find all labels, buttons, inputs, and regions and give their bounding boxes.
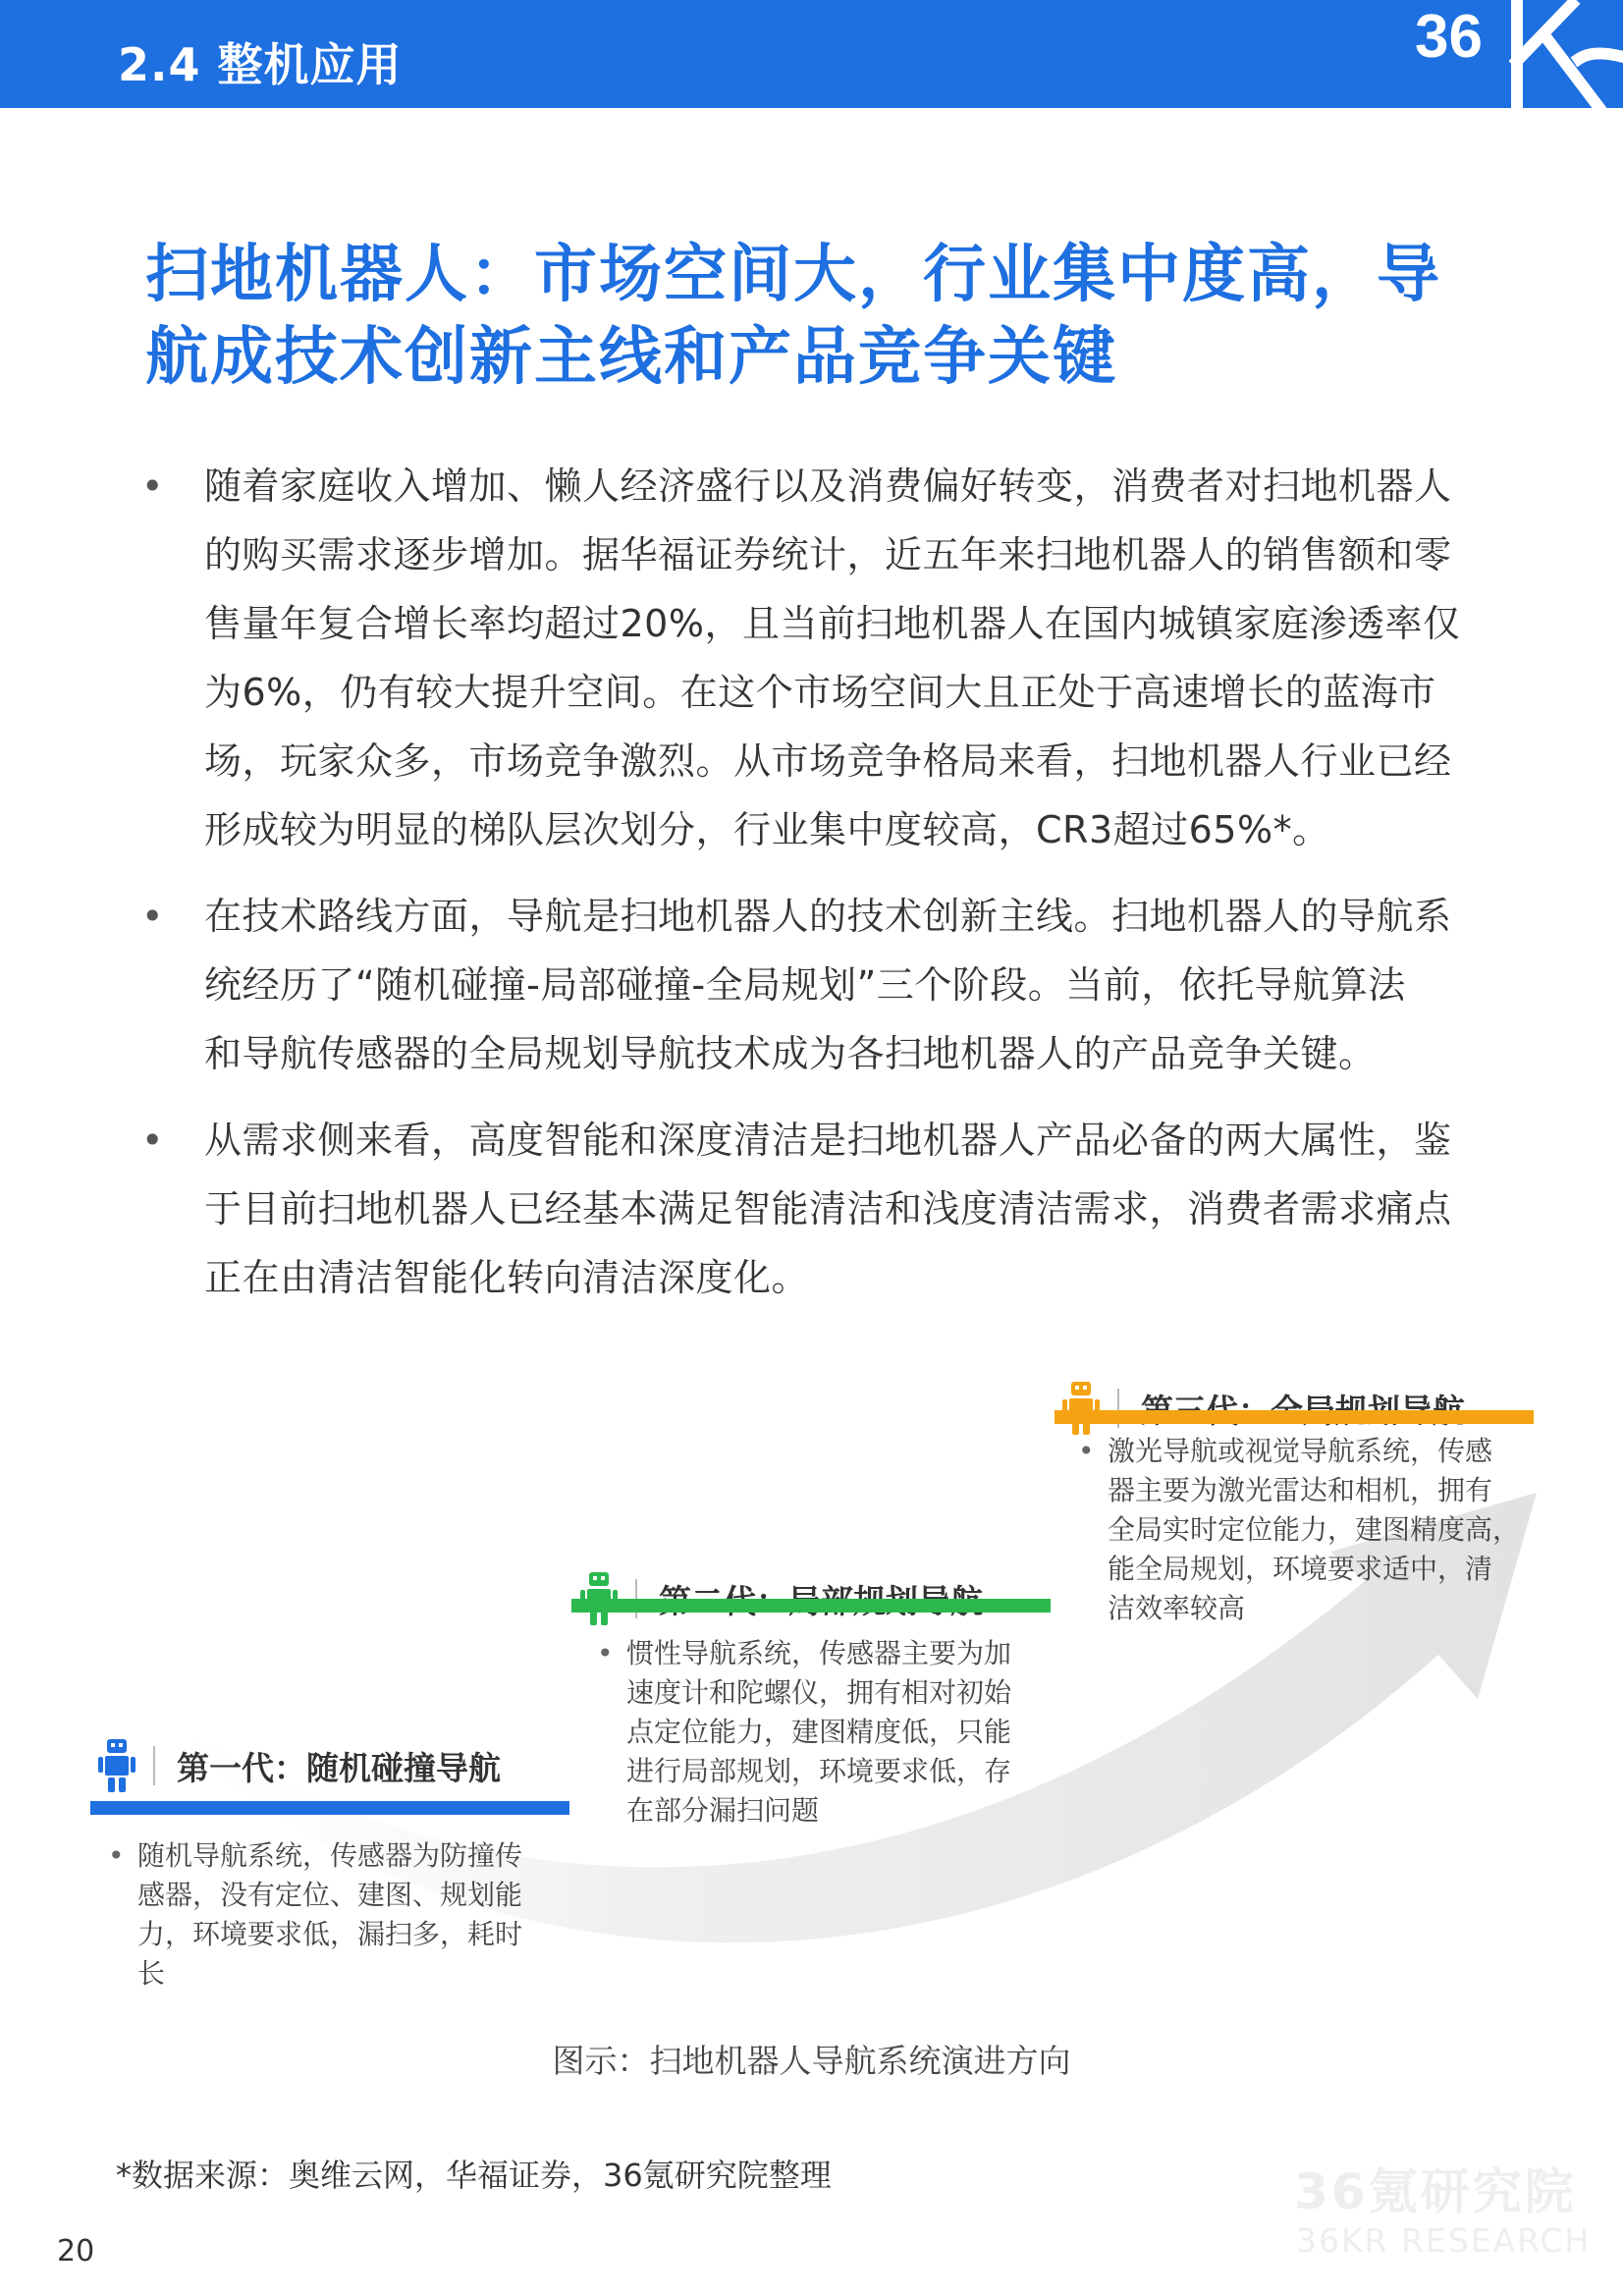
bullet-line: 形成较为明显的梯队层次划分，行业集中度较高，CR3超过65%*。	[204, 808, 1330, 851]
bullet-line: 场，玩家众多，市场竞争激烈。从市场竞争格局来看，扫地机器人行业已经	[204, 739, 1452, 783]
data-source: *数据来源：奥维云网，华福证券，36氪研究院整理	[116, 2157, 832, 2194]
desc-line: 能全局规划，环境要求适中，清	[1108, 1553, 1493, 1585]
gen1-description	[98, 1836, 550, 1994]
watermark-cn: 36氪研究院	[1294, 2163, 1577, 2220]
desc-line: 洁效率较高	[1108, 1592, 1246, 1624]
bullet-line: 和导航传感器的全局规划导航技术成为各扫地机器人的产品竞争关键。	[204, 1032, 1377, 1075]
section-label: 2.4 整机应用	[118, 38, 403, 91]
bullet-line: 在技术路线方面，导航是扫地机器人的技术创新主线。扫地机器人的导航系	[204, 895, 1452, 938]
bullet-line: 随着家庭收入增加、懒人经济盛行以及消费偏好转变，消费者对扫地机器人	[204, 465, 1452, 508]
36kr-logo	[1407, 0, 1623, 108]
desc-line: 进行局部规划，环境要求低，存	[626, 1755, 1012, 1787]
desc-line: 在部分漏扫问题	[626, 1794, 820, 1827]
bullet-line: 的购买需求逐步增加。据华福证券统计，近五年来扫地机器人的销售额和零	[204, 533, 1452, 576]
gen1-title: 第一代：随机碰撞导航	[177, 1748, 501, 1787]
bullet-line: 于目前扫地机器人已经基本满足智能清洁和浅度清洁需求，消费者需求痛点	[204, 1187, 1452, 1230]
page-title-line: 航成技术创新主线和产品竞争关键	[145, 321, 1117, 394]
page-title	[145, 234, 1500, 399]
desc-line: 速度计和陀螺仪，拥有相对初始	[626, 1676, 1012, 1709]
bullet-dot: •	[1078, 1435, 1095, 1467]
bullet-item	[137, 882, 1492, 1088]
header-band	[0, 0, 1623, 108]
bullet-line: 统经历了“随机碰撞-局部碰撞-全局规划”三个阶段。当前，依托导航算法	[204, 963, 1406, 1007]
desc-line: 长	[137, 1957, 166, 1990]
separator	[153, 1746, 155, 1785]
gen3-bar	[1055, 1410, 1534, 1424]
bullet-item	[137, 452, 1492, 864]
bullet-dot: •	[141, 1119, 164, 1162]
page-number: 20	[57, 2234, 95, 2269]
svg-text:36: 36	[1415, 3, 1483, 71]
bullet-line: 为6%，仍有较大提升空间。在这个市场空间大且正处于高速增长的蓝海市	[204, 671, 1436, 714]
robot-icon	[98, 1739, 135, 1792]
bullet-line: 从需求侧来看，高度智能和深度清洁是扫地机器人产品必备的两大属性，鉴	[204, 1119, 1452, 1162]
desc-line: 惯性导航系统，传感器主要为加	[626, 1637, 1012, 1669]
gen3-title	[1141, 1386, 1465, 1432]
desc-line: 感器，没有定位、建图、规划能	[137, 1879, 523, 1911]
gen2-bar	[571, 1599, 1051, 1613]
gen3-description	[1068, 1432, 1530, 1628]
bullet-item	[137, 1106, 1492, 1312]
page-title-line: 扫地机器人：市场空间大，行业集中度高，导	[145, 239, 1441, 311]
bullet-dot: •	[597, 1637, 614, 1669]
figure-caption: 图示：扫地机器人导航系统演进方向	[552, 2042, 1071, 2080]
desc-line: 激光导航或视觉导航系统，传感	[1108, 1435, 1493, 1467]
bullet-dot: •	[141, 465, 164, 508]
bullet-dot: •	[141, 895, 164, 938]
robot-icon	[1062, 1382, 1100, 1435]
desc-line: 点定位能力，建图精度低，只能	[626, 1716, 1012, 1748]
desc-line: 随机导航系统，传感器为防撞传	[137, 1839, 523, 1872]
bullet-list	[137, 452, 1492, 1330]
evolution-diagram	[0, 1316, 1623, 2102]
desc-line: 全局实时定位能力，建图精度高，	[1108, 1513, 1521, 1546]
desc-line: 力，环境要求低，漏扫多，耗时	[137, 1918, 523, 1950]
gen2-description	[587, 1634, 1039, 1831]
bullet-line: 正在由清洁智能化转向清洁深度化。	[204, 1256, 810, 1299]
watermark-en: 36KR RESEARCH	[1296, 2221, 1592, 2260]
gen1-header	[98, 1736, 501, 1795]
gen1-bar	[90, 1801, 569, 1815]
desc-line: 器主要为激光雷达和相机，拥有	[1108, 1474, 1493, 1506]
bullet-line: 售量年复合增长率均超过20%，且当前扫地机器人在国内城镇家庭渗透率仅	[204, 602, 1461, 645]
gen3-header	[1062, 1379, 1465, 1438]
bullet-dot: •	[108, 1839, 125, 1872]
